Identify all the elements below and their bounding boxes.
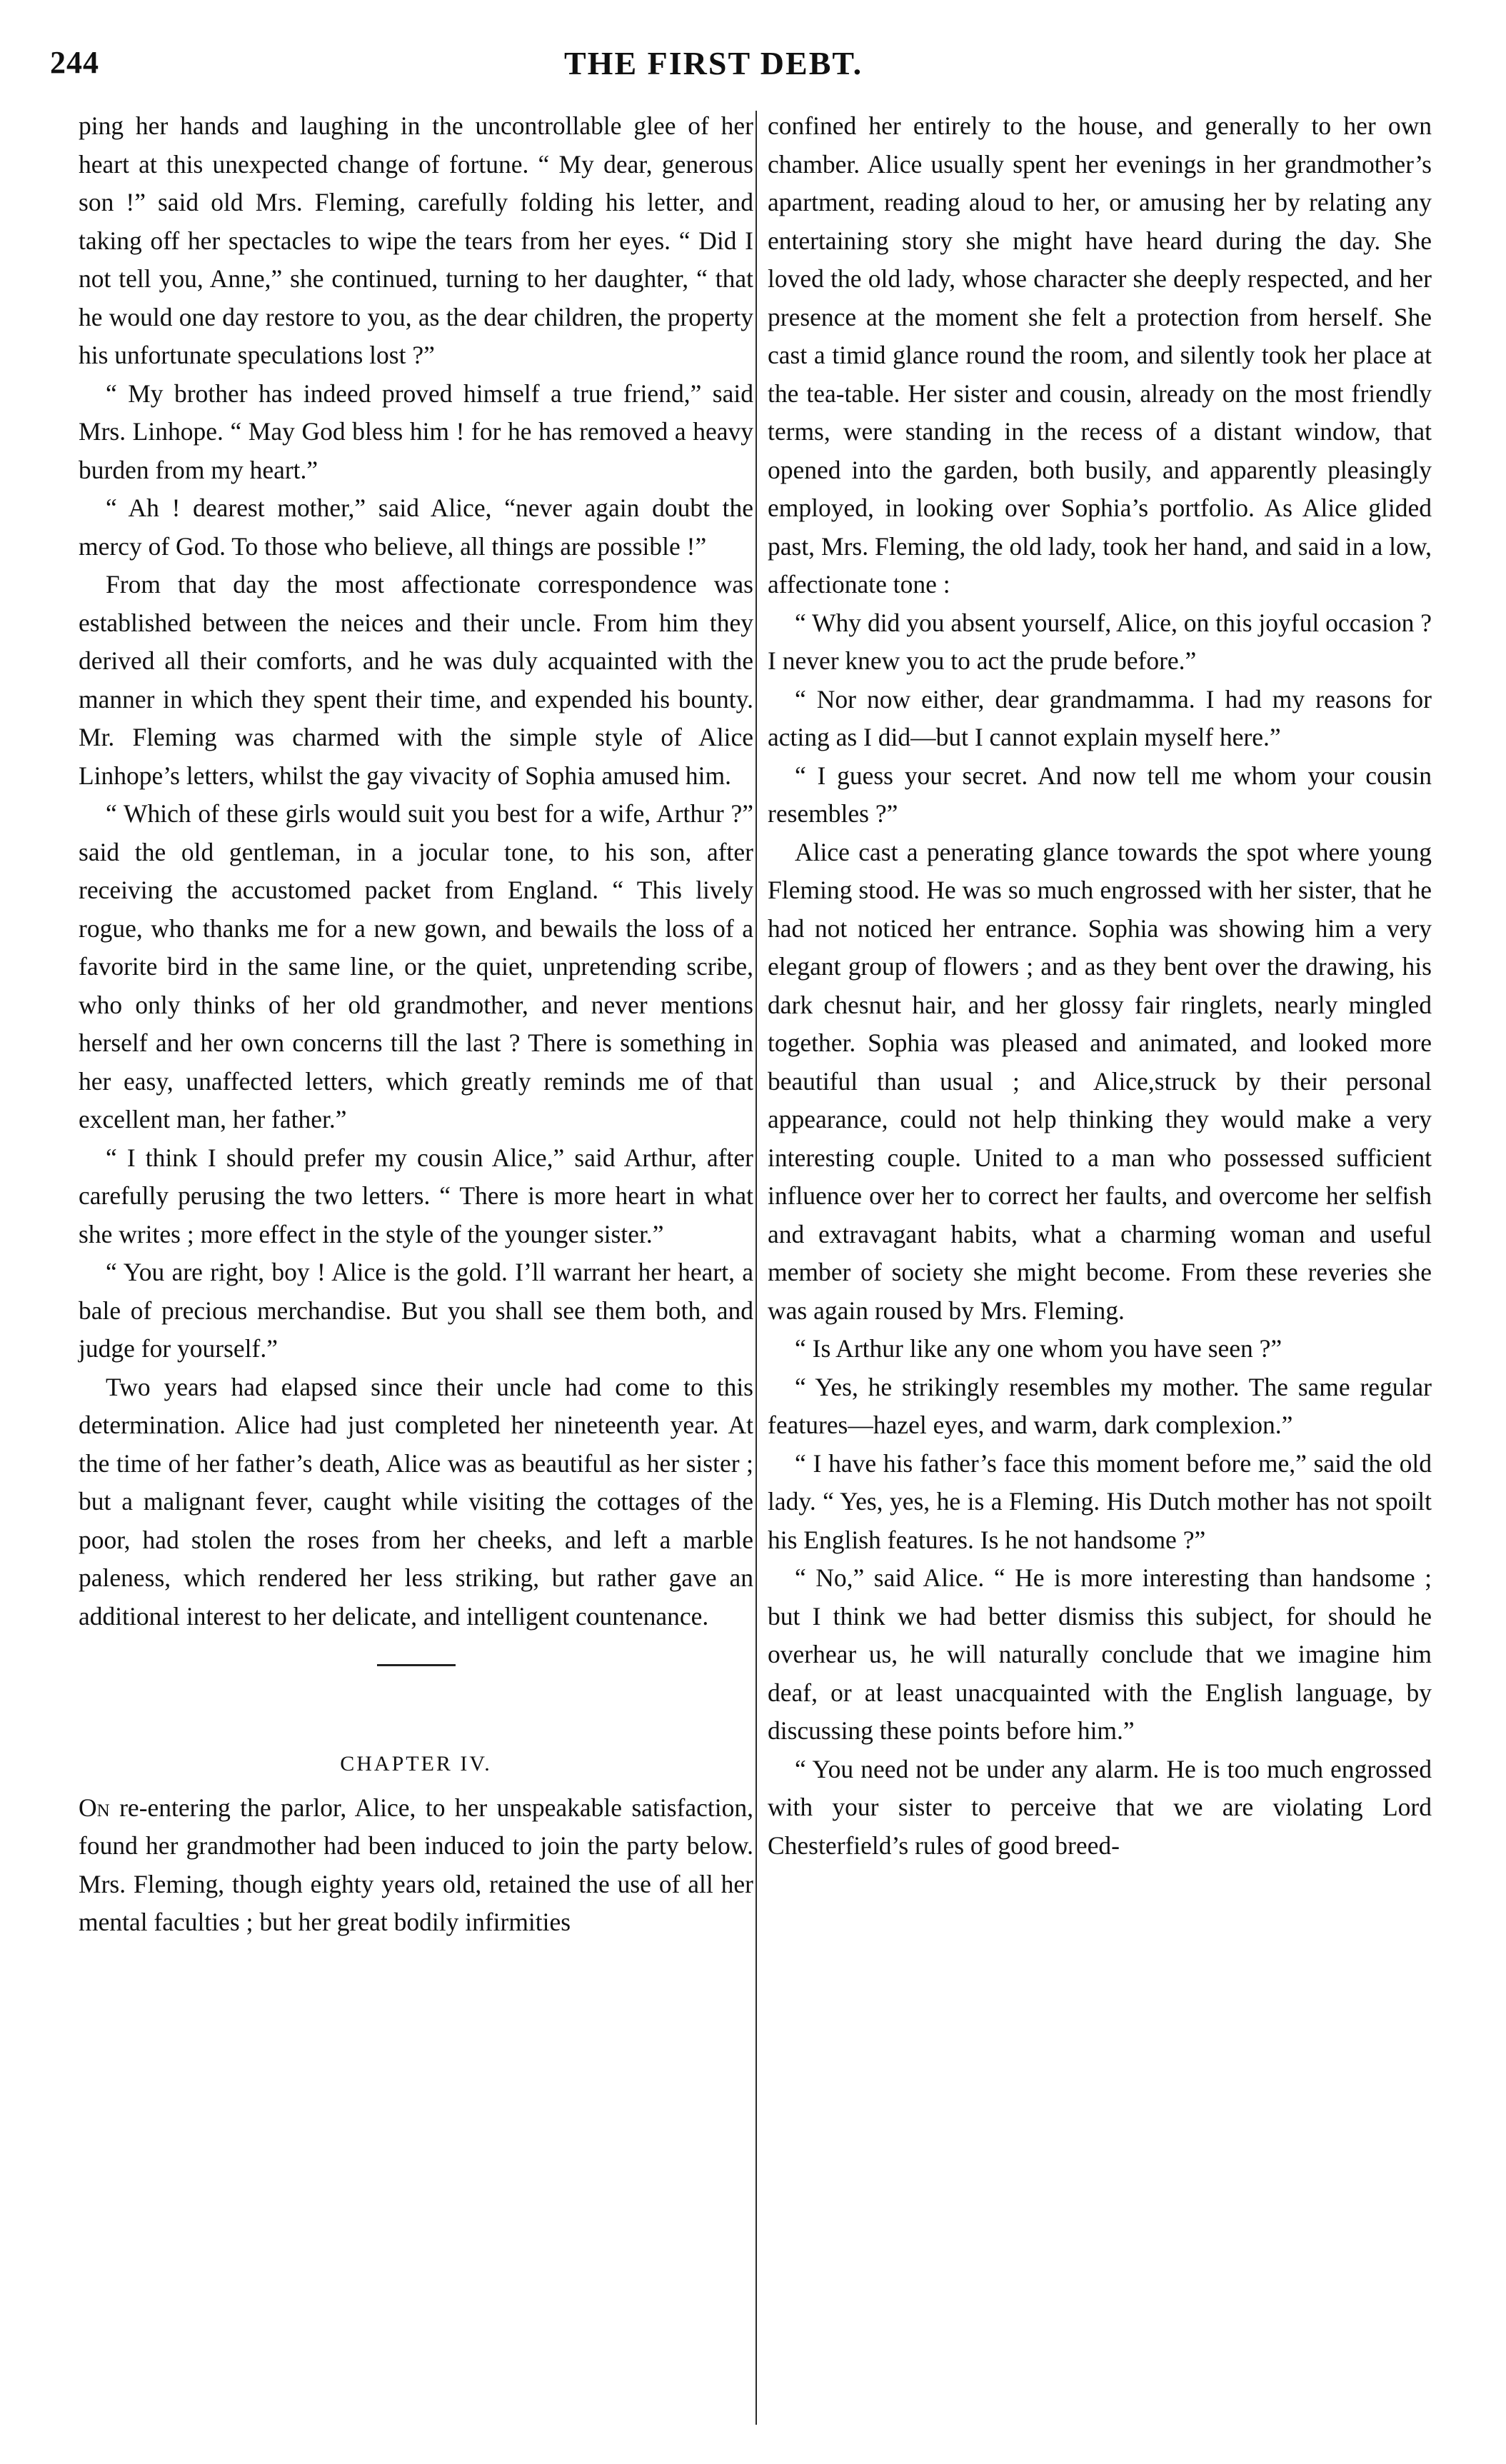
- section-divider-rule: [377, 1664, 456, 1666]
- running-title: THE FIRST DEBT.: [564, 45, 863, 81]
- chapter-opening-paragraph: [79, 1789, 753, 1942]
- paragraph: “ Which of these girls would suit you best for a wife, Arthur ?” said the old gentleman, in a jocular tone, to his son, after receiving the accustomed packet from England. “ This lively rogue, who thanks me for a new gown, and bewails the loss of a favorite bird in the same line, or the quiet, unpretending scribe, who only thinks of her old grandmother, and never mentions herself and her own concerns till the last ? There is something in her easy, unaffected letters, which greatly reminds me of that excellent man, her father.”: [79, 799, 753, 1133]
- chapter-paragraph-text: re-entering the parlor, Alice, to her unspeakable satisfaction, found her grandmother had been induced to join the party below. Mrs. Fleming, though eighty years old, retained the use of all her mental faculties ; but her great bodily infirmities: [79, 1793, 753, 1936]
- chapter-first-word: On: [79, 1793, 110, 1822]
- paragraph: “ Nor now either, dear grandmamma. I had my reasons for acting as I did—but I cannot explain myself here.”: [768, 684, 1432, 751]
- chapter-heading: CHAPTER IV.: [340, 1752, 492, 1776]
- paragraph: Alice cast a penerating glance towards the spot where young Fleming stood. He was so much engrossed with her sister, that he had not noticed her entrance. Sophia was showing him a very elegant group of flowers ; and as they bent over the drawing, his dark chesnut hair, and her glossy fair ringlets, nearly mingled together. Sophia was pleased and animated, and looked more beautiful than usual ; and Alice,struck by their personal appearance, could not help thinking they would make a very interesting couple. United to a man who possessed sufficient influence over her to correct her faults, and overcome her selfish and extravagant habits, what a charming woman and useful member of society she might become. From these reveries she was again roused by Mrs. Fleming.: [768, 837, 1432, 1325]
- paragraph: “ You are right, boy ! Alice is the gold. I’ll warrant her heart, a bale of precious merchandise. But you shall see them both, and judge for yourself.”: [79, 1258, 753, 1363]
- paragraph: Two years had elapsed since their uncle had come to this determination. Alice had just completed her nineteenth year. At the time of her father’s death, Alice was as beautiful as her sister ; but a malignant fever, caught while visiting the cottages of the poor, had stolen the roses from her cheeks, and left a marble paleness, which rendered her less striking, but rather gave an additional interest to her delicate, and intelligent countenance.: [79, 1372, 753, 1631]
- paragraph: “ My brother has indeed proved himself a true friend,” said Mrs. Linhope. “ May God bless him ! for he has removed a heavy burden from my heart.”: [79, 379, 753, 484]
- paragraph: “ You need not be under any alarm. He is too much engrossed with your sister to perceive that we are violating Lord Chesterfield’s rules of good breed-: [768, 1754, 1432, 1860]
- paragraph: “ I guess your secret. And now tell me whom your cousin resembles ?”: [768, 761, 1432, 828]
- paragraph: “ Ah ! dearest mother,” said Alice, “never again doubt the mercy of God. To those who believe, all things are possible !”: [79, 494, 753, 561]
- paragraph: “ Is Arthur like any one whom you have seen ?”: [795, 1334, 1282, 1363]
- right-column: [768, 107, 1432, 2428]
- paragraph: From that day the most affectionate correspondence was established between the neices and their uncle. From him they derived all their comforts, and he was duly acquainted with the manner in which they spent their time, and expended his bounty. Mr. Fleming was charmed with the simple style of Alice Linhope’s letters, whilst the gay vivacity of Sophia amused him.: [79, 570, 753, 790]
- paragraph: “ I think I should prefer my cousin Alice,” said Arthur, after carefully perusing the two letters. “ There is more heart in what she writes ; more effect in the style of the younger sister.”: [79, 1143, 753, 1248]
- page-number: 244: [50, 45, 99, 80]
- paragraph: “ Why did you absent yourself, Alice, on this joyful occasion ? I never knew you to act the prude before.”: [768, 608, 1432, 675]
- page-header: [50, 44, 1435, 101]
- left-column: [79, 107, 753, 2428]
- column-divider: [755, 111, 757, 2425]
- paragraph: “ Yes, he strikingly resembles my mother. The same regular features—hazel eyes, and warm, dark complexion.”: [768, 1372, 1432, 1439]
- paragraph: confined her entirely to the house, and generally to her own chamber. Alice usually spent her evenings in her grandmother’s apartment, reading aloud to her, or amusing her by relating any entertaining story she might have heard during the day. She loved the old lady, whose character she deeply respected, and her presence at the moment she felt a protection from herself. She cast a timid glance round the room, and silently took her place at the tea-table. Her sister and cousin, already on the most friendly terms, were standing in the recess of a distant window, that opened into the garden, both busily, and apparently pleasingly employed, in looking over Sophia’s portfolio. As Alice glided past, Mrs. Fleming, the old lady, took her hand, and said in a low, affectionate tone :: [768, 111, 1432, 599]
- paragraph: “ I have his father’s face this moment before me,” said the old lady. “ Yes, yes, he is a Fleming. His Dutch mother has not spoilt his English features. Is he not handsome ?”: [768, 1448, 1432, 1554]
- paragraph: “ No,” said Alice. “ He is more interesting than handsome ; but I think we had better dismiss this subject, for should he overhear us, he will naturally conclude that we imagine him deaf, or at least unacquainted with the English language, by discussing these points before him.”: [768, 1563, 1432, 1745]
- paragraph: ping her hands and laughing in the uncontrollable glee of her heart at this unexpected change of fortune. “ My dear, generous son !” said old Mrs. Fleming, carefully folding his letter, and taking off her spectacles to wipe the tears from her eyes. “ Did I not tell you, Anne,” she continued, turning to her daughter, “ that he would one day restore to you, as the dear children, the property his unfortunate speculations lost ?”: [79, 111, 753, 369]
